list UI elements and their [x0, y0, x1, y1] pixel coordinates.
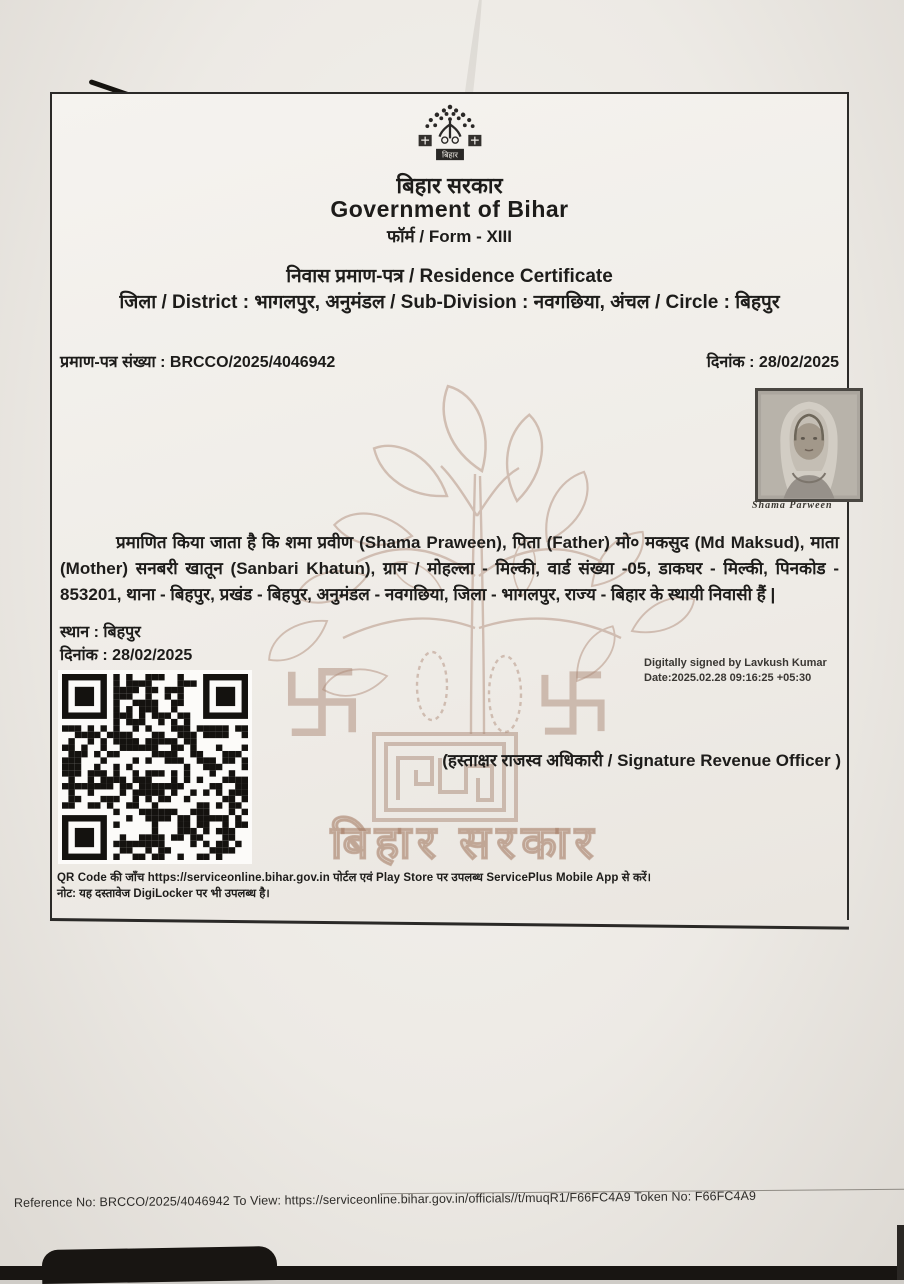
bihar-emblem-icon	[404, 100, 496, 168]
certificate-statement: प्रमाणित किया जाता है कि शमा प्रवीण (Shama Praween), पिता (Father) मो० मकसुद (Md Maksud), माता (Mother) सनबरी खातून (Sanbari Khatun), ग्राम / मोहल्ला - मिल्की, वार्ड संख्या -05, डाकघर - मिल्की, पिनकोड - 853201, थाना - बिहपुर, प्रखंड - बिहपुर, अनुमंडल - नवगछिया, जिला - भागलपुर, राज्य - बिहार के स्थायी निवासी हैं |	[60, 533, 839, 604]
revenue-officer-signature-line: (हस्ताक्षर राजस्व अधिकारी / Signature Revenue Officer )	[442, 751, 841, 770]
form-number: फॉर्म / Form - XIII	[387, 227, 512, 246]
government-title-hindi: बिहार सरकार	[396, 173, 503, 198]
swastika-watermark-right-icon	[534, 664, 612, 742]
applicant-portrait-image	[758, 391, 860, 499]
government-title-english: Government of Bihar	[330, 196, 569, 222]
emblem-banner-text: बिहार	[442, 150, 458, 160]
digilocker-note: नोट: यह दस्तावेज DigiLocker पर भी उपलब्ध है।	[57, 888, 270, 900]
applicant-signature: Shama Parween	[752, 500, 833, 511]
scanner-edge-shadow	[897, 1225, 904, 1280]
digital-signature-line1: Digitally signed by Lavkush Kumar	[644, 657, 827, 669]
digital-signature-stamp	[644, 656, 827, 686]
maze-emblem-watermark-icon	[370, 730, 520, 824]
digital-signature-line2: Date:2025.02.28 09:16:25 +05:30	[644, 672, 812, 684]
qr-code-image	[62, 674, 248, 860]
reference-footer-line: Reference No: BRCCO/2025/4046942 To View: https://serviceonline.bihar.gov.in/officials//t/muqR1/F66FC4A9 Token No: F66FC4A9	[13, 1188, 757, 1210]
certificate	[50, 92, 849, 920]
watermark-text: बिहार सरकार	[330, 817, 600, 868]
scanner-shadow-band	[0, 1266, 904, 1280]
issue-date: दिनांक : 28/02/2025	[706, 354, 839, 371]
certificate-title: निवास प्रमाण-पत्र / Residence Certificate	[286, 266, 613, 287]
qr-code	[58, 670, 252, 864]
place-line: स्थान : बिहपुर	[60, 624, 141, 641]
applicant-photo	[755, 388, 863, 502]
swastika-watermark-left-icon	[280, 660, 364, 744]
signing-date-line: दिनांक : 28/02/2025	[60, 647, 193, 664]
certificate-number: प्रमाण-पत्र संख्या : BRCCO/2025/4046942	[60, 354, 336, 371]
qr-verification-note: QR Code की जाँच https://serviceonline.bihar.gov.in पोर्टल एवं Play Store पर उपलब्ध ServicePlus Mobile App से करें।	[57, 872, 652, 884]
district-subdivision-circle-line: जिला / District : भागलपुर, अनुमंडल / Sub-Division : नवगछिया, अंचल / Circle : बिहपुर	[119, 292, 780, 313]
